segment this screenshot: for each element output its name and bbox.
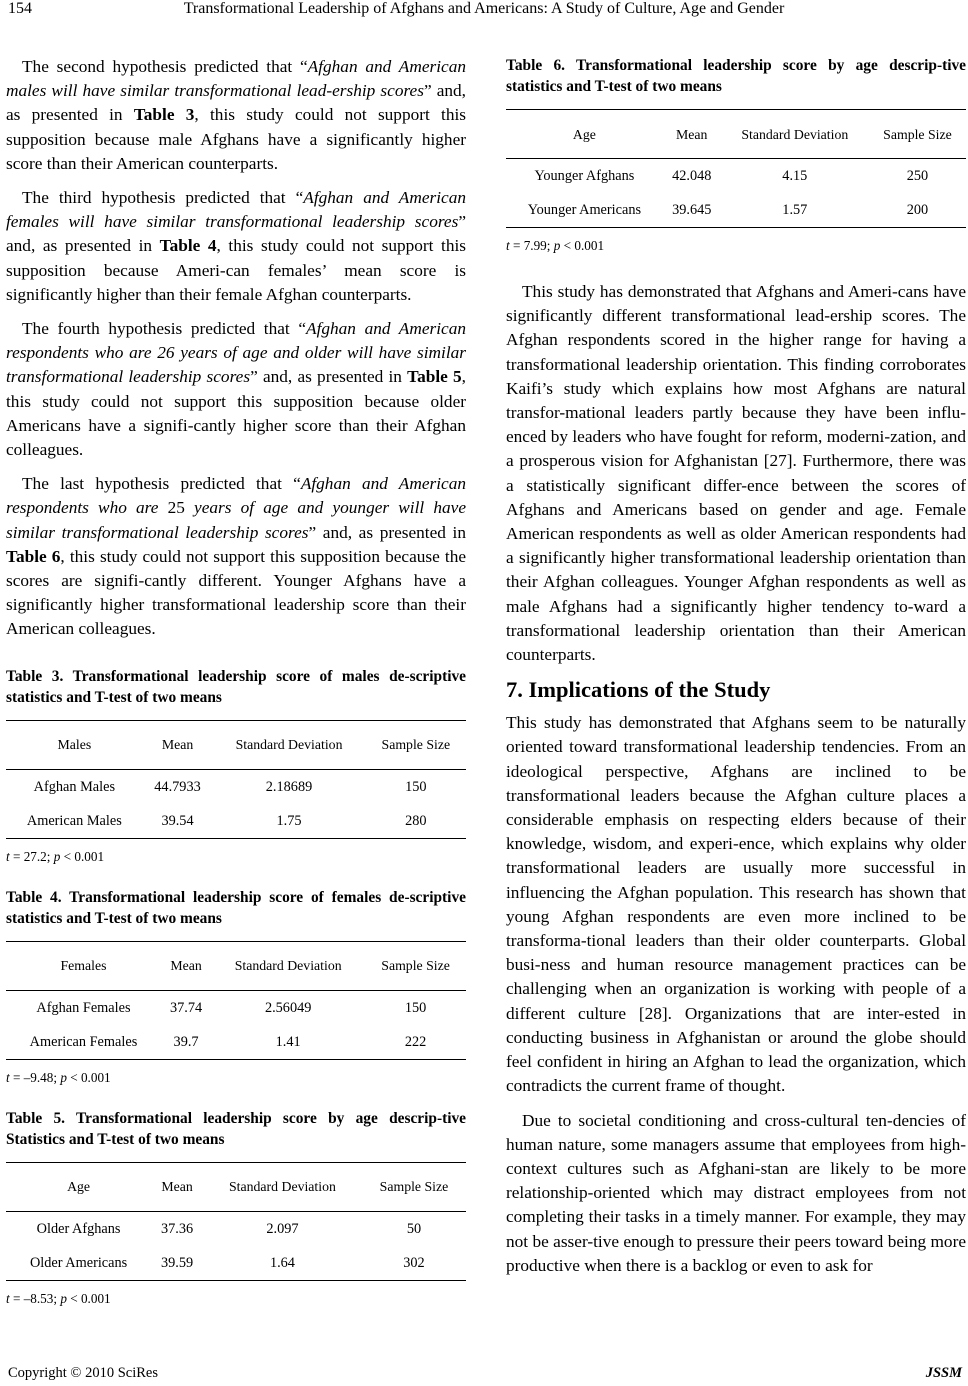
table-cell: 39.54 — [143, 804, 213, 839]
table-header: Sample Size — [869, 110, 966, 159]
table-header: Age — [6, 1162, 151, 1211]
table-cell: 39.645 — [663, 193, 721, 228]
table-cell: Afghan Males — [33, 778, 116, 795]
right-column — [506, 55, 966, 1288]
table-cell: American Males — [6, 804, 143, 839]
table-cell: 44.7933 — [154, 778, 201, 795]
journal-abbreviation: JSSM — [925, 1365, 962, 1381]
table-4-statistic: t = –9.48; p < 0.001 — [6, 1069, 111, 1085]
table-cell: 150 — [405, 778, 427, 795]
table-cell: 39.59 — [151, 1246, 203, 1281]
table-cell: 2.56049 — [264, 999, 312, 1016]
table-cell: 42.048 — [672, 168, 712, 184]
paragraph-hypothesis-3: The third hypothesis predicted that “Afghan and American females will have similar transformational leadership scores” and, as presented in Table 4, this study could not support this supposition because Ameri-can females’ mean score is significantly higher than their female Afghan counterparts. — [6, 188, 467, 304]
table-cell: 2.097 — [266, 1220, 299, 1237]
table-cell: 4.15 — [782, 168, 808, 184]
table-cell: 50 — [406, 1220, 422, 1237]
table-cell: 222 — [365, 1025, 466, 1060]
table-cell: 39.7 — [161, 1025, 211, 1060]
table-cell: Younger Afghans — [534, 168, 635, 184]
table-row — [6, 1025, 466, 1060]
page-number: 154 — [8, 0, 32, 17]
running-title: Transformational Leadership of Afghans and Americans: A Study of Culture, Age and Gender — [183, 0, 785, 17]
table-header: Sample Size — [365, 941, 466, 990]
table-4 — [6, 941, 466, 1060]
table-header: Mean — [143, 720, 213, 769]
table-cell: 2.18689 — [265, 778, 313, 795]
table-header: Females — [6, 941, 161, 990]
table-row — [506, 159, 966, 194]
table-cell: Afghan Females — [36, 999, 131, 1016]
table-3 — [6, 720, 466, 839]
table-cell: 1.41 — [211, 1025, 365, 1060]
table-cell: Older Americans — [6, 1246, 151, 1281]
table-header: Age — [506, 110, 663, 159]
table-cell: 250 — [906, 168, 929, 184]
table-cell: 1.75 — [212, 804, 365, 839]
table-row — [6, 1211, 466, 1246]
table-6-caption: Table 6. Transformational leadership score by age descrip-tive statistics and T-test of two means — [506, 57, 966, 95]
table-cell: 37.74 — [169, 999, 203, 1016]
table-header: Sample Size — [362, 1162, 466, 1211]
table-cell: 1.57 — [721, 193, 869, 228]
table-header: Standard Deviation — [203, 1162, 362, 1211]
table-3-statistic: t = 27.2; p < 0.001 — [6, 848, 105, 864]
left-column — [6, 55, 466, 1329]
table-5-caption: Table 5. Transformational leadership score by age descrip-tive Statistics and T-test of two means — [6, 1109, 466, 1148]
table-row — [506, 193, 966, 228]
table-header: Standard Deviation — [212, 720, 365, 769]
table-4-caption: Table 4. Transformational leadership score of females de-scriptive statistics and T-test of two means — [6, 888, 466, 927]
table-header: Mean — [161, 941, 211, 990]
section-heading: 7. Implications of the Study — [506, 677, 771, 703]
table-row — [6, 1246, 466, 1281]
table-header: Mean — [663, 110, 721, 159]
table-6-statistic: t = 7.99; p < 0.001 — [506, 238, 605, 253]
table-header: Sample Size — [366, 720, 466, 769]
table-header: Males — [6, 720, 143, 769]
table-cell: 280 — [366, 804, 466, 839]
table-5 — [6, 1162, 466, 1281]
table-header: Standard Deviation — [211, 941, 365, 990]
table-cell: 1.64 — [203, 1246, 362, 1281]
table-cell: 200 — [869, 193, 966, 228]
table-header: Standard Deviation — [721, 110, 869, 159]
table-row — [6, 804, 466, 839]
table-cell: 150 — [404, 999, 427, 1016]
copyright: Copyright © 2010 SciRes — [8, 1365, 158, 1381]
paragraph-societal-conditioning: Due to societal conditioning and cross-cultural ten-dencies of human nature, some managers assume that employees from high-context cultures such as Afghani-stan are likely to be more relationship-oriented which may distract employees from not completing their tasks in a timely manner. For example, they may not be asser-tive enough to pressure their peers toward being more productive when there is a backlog or even to ask for — [506, 1110, 966, 1275]
paragraph-discussion: This study has demonstrated that Afghans and Ameri-cans have significantly different transformational lead-ership scores. The Afghan respondents scored in the higher range for having a transformational leadership orientation. This finding corroborates Kaifi’s study which explains how most Afghans are natural transfor-mational leaders partly because they have been influ-enced by leaders who have fought for reform, moderni-zation, and a prosperous vision for Afghanistan [27]. Furthermore, there was a statistically significant differ-ence between the scores of Afghans and Americans based on gender and age. Female American respondents as well as older American respondents had a significantly higher transformational leadership orientation than their Afghan colleagues. Younger Afghan respondents as well as male Afghans had a significantly higher tendency to-ward a transformational leadership orientation than their American counterparts. — [506, 282, 966, 665]
table-cell: Younger Americans — [506, 193, 663, 228]
paragraph-hypothesis-5: The last hypothesis predicted that “Afghan and American respondents who are 25 years of age and younger will have similar transformational leadership scores” and, as presented in Table 6, this study could not support this supposition because the scores are signifi-cantly different. Younger Afghans have a significantly higher transformational leadership score than their American colleagues. — [6, 474, 466, 639]
table-cell: 302 — [362, 1246, 466, 1281]
table-cell: 37.36 — [160, 1220, 194, 1237]
table-3-caption: Table 3. Transformational leadership score of males de-scriptive statistics and T-test of two means — [6, 667, 466, 706]
table-5-statistic: t = –8.53; p < 0.001 — [6, 1290, 111, 1306]
table-6 — [506, 109, 966, 228]
table-row — [6, 990, 466, 1025]
paragraph-hypothesis-4: The fourth hypothesis predicted that “Afghan and American respondents who are 26 years of age and older will have similar transformational leadership scores” and, as presented in Table 5, this study could not support this supposition because older Americans have a signifi-cantly higher score than their Afghan colleagues. — [6, 319, 466, 460]
table-cell: American Females — [6, 1025, 161, 1060]
paragraph-implications: This study has demonstrated that Afghans seem to be naturally oriented toward transformational leadership tendencies. From an ideological perspective, Afghans are inclined to be transformational leaders because the Afghan culture places a considerable emphasis on respecting elders because of their knowledge, wisdom, and experi-ence, which explains why older transformational leaders are usually more successful in influencing the Afghan population. This research has shown that young Afghan respondents are even more inclined to be transforma-tional leaders than their older counterparts. Global busi-ness and human resource management practices can be challenging when an organization is working with people of a different culture [28]. Organizations that are inter-ested in conducting business in Afghanistan or around the globe should feel confident in hiring an Afghan to lead the organization, which contradicts the current frame of thought. — [506, 713, 966, 1096]
table-row — [6, 769, 466, 804]
table-header: Mean — [151, 1162, 203, 1211]
paragraph-hypothesis-2: The second hypothesis predicted that “Afghan and American males will have similar transformational lead-ership scores” and, as presented in Table 3, this study could not support this supposition because male Afghans have a significantly higher score than their American counterparts. — [6, 57, 467, 173]
table-cell: Older Afghans — [36, 1220, 121, 1237]
